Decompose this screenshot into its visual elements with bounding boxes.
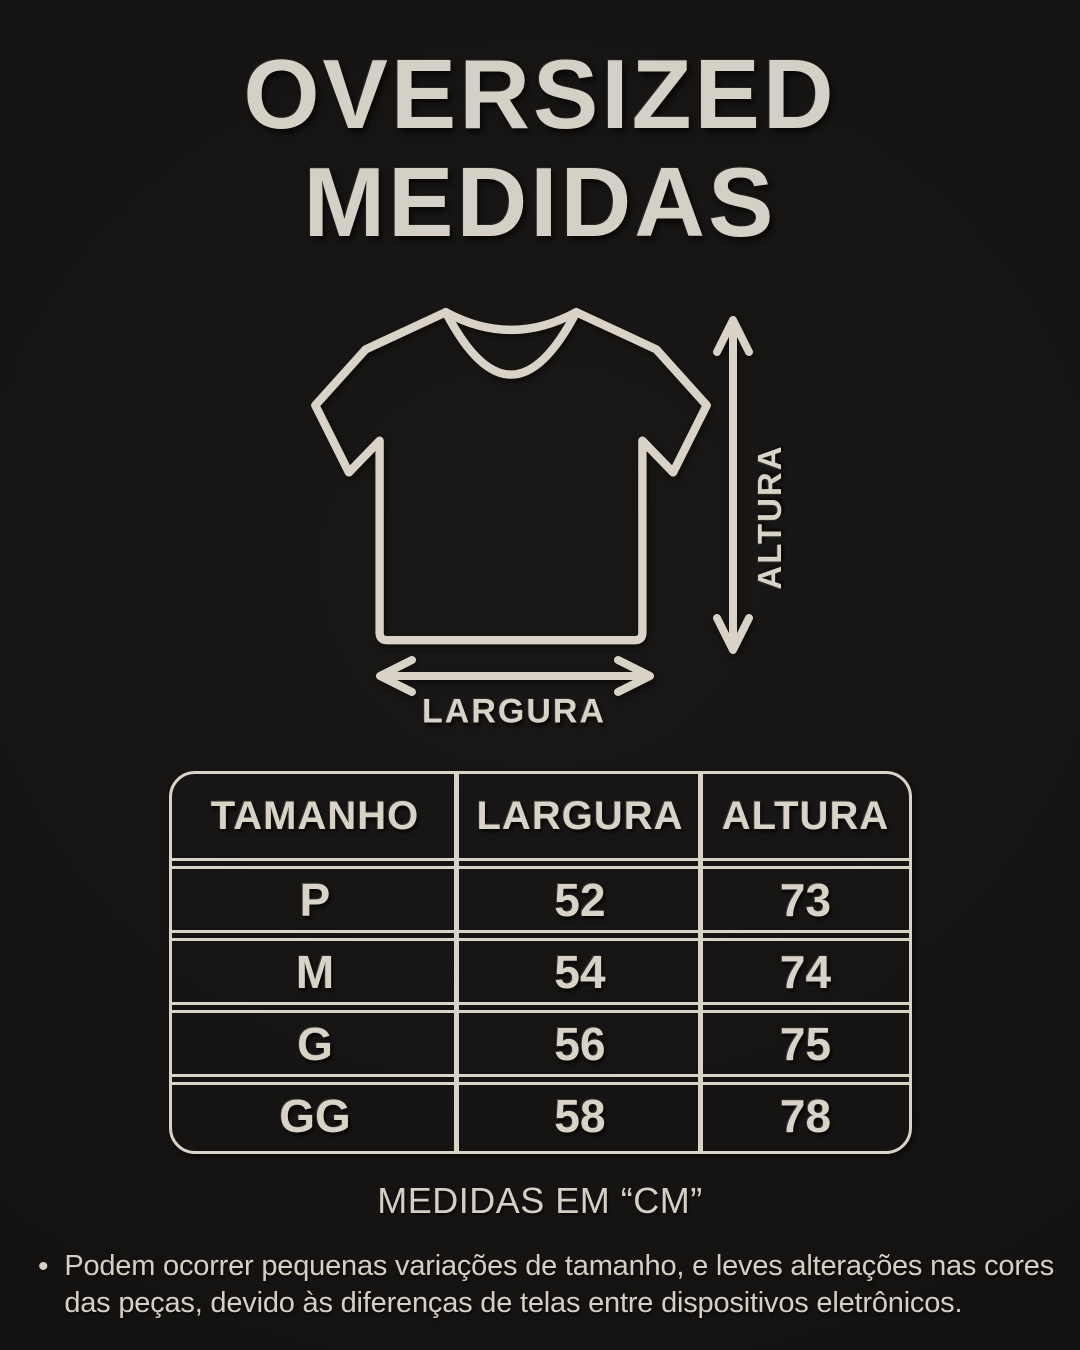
tshirt-outline-icon [306, 299, 716, 657]
size-table [169, 771, 912, 1154]
poster-title [0, 40, 1080, 256]
table-header-row [172, 774, 909, 861]
size-cell: G [172, 1010, 458, 1077]
title-line-oversized: OVERSIZED [243, 39, 837, 149]
largura-cell: 52 [458, 866, 702, 933]
table-row-g [172, 1010, 909, 1077]
width-axis-label: LARGURA [422, 692, 606, 731]
largura-cell: 54 [458, 938, 702, 1005]
altura-cell: 74 [702, 938, 909, 1005]
disclaimer [38, 1248, 1060, 1322]
disclaimer-text [64, 1248, 1054, 1322]
unit-note: MEDIDAS EM “CM” [377, 1180, 703, 1221]
largura-cell: 56 [458, 1010, 702, 1077]
largura-cell: 58 [458, 1082, 702, 1146]
title-line-medidas: MEDIDAS [303, 147, 777, 257]
size-cell: P [172, 866, 458, 933]
altura-cell: 78 [702, 1082, 909, 1146]
disclaimer-line-2: das peças, devido às diferenças de telas entre dispositivos eletrônicos. [64, 1287, 963, 1319]
col-header-tamanho: TAMANHO [172, 774, 458, 861]
table-column-divider [454, 774, 459, 1151]
disclaimer-line-1: Podem ocorrer pequenas variações de tamanho, e leves alterações nas cores [64, 1250, 1055, 1282]
altura-cell: 75 [702, 1010, 909, 1077]
height-axis-label: ALTURA [751, 444, 788, 590]
width-arrow-icon [372, 654, 658, 698]
bullet-point: • [38, 1250, 49, 1283]
table-row-p [172, 866, 909, 933]
table-row-gg [172, 1082, 909, 1146]
size-cell: M [172, 938, 458, 1005]
table-row-m [172, 938, 909, 1005]
size-cell: GG [172, 1082, 458, 1146]
col-header-largura: LARGURA [458, 774, 702, 861]
altura-cell: 73 [702, 866, 909, 933]
size-table-grid [172, 771, 909, 1151]
table-column-divider [698, 774, 703, 1151]
col-header-altura: ALTURA [702, 774, 909, 861]
